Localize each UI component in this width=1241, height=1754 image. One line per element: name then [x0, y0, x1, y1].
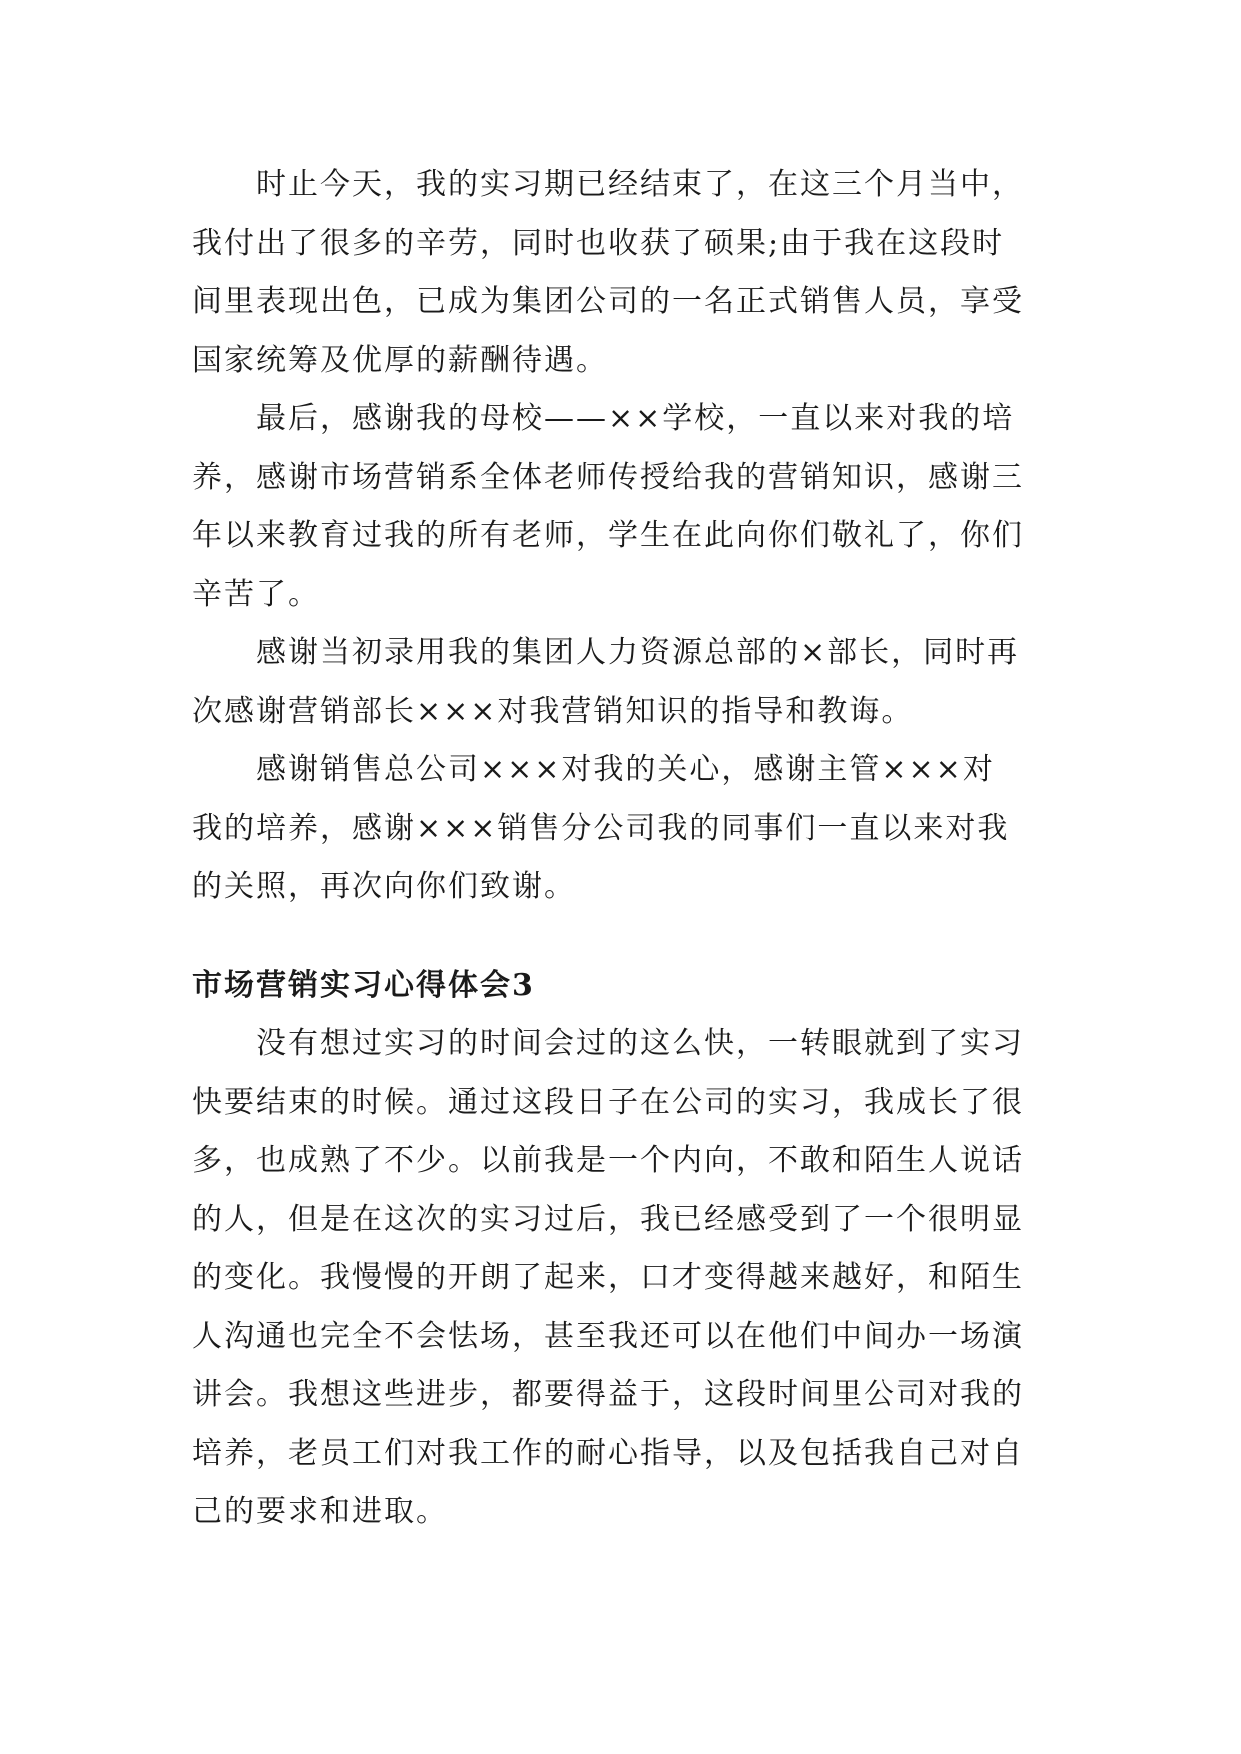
text-line: 没有想过实习的时间会过的这么快，一转眼就到了实习	[256, 1026, 1024, 1061]
section-heading: 市场营销实习心得体会3	[192, 967, 535, 1003]
paragraph-thanks-colleagues	[192, 741, 1060, 917]
text-line: 培养，老员工们对我工作的耐心指导，以及包括我自己对自	[192, 1435, 1024, 1471]
paragraph-thanks-school	[192, 390, 1060, 624]
paragraph-thanks-hr	[192, 624, 1060, 741]
text-line: 的关照，再次向你们致谢。	[192, 869, 576, 904]
text-line: 时止今天，我的实习期已经结束了，在这三个月当中，	[256, 167, 1024, 202]
paragraph-growth	[192, 1015, 1060, 1542]
text-line: 年以来教育过我的所有老师，学生在此向你们敬礼了，你们	[192, 518, 1024, 553]
text-line: 养，感谢市场营销系全体老师传授给我的营销知识，感谢三	[192, 459, 1024, 495]
text-line: 己的要求和进取。	[192, 1494, 448, 1529]
document-body	[192, 156, 1060, 1542]
text-line: 我付出了很多的辛劳，同时也收获了硕果;由于我在这段时	[192, 225, 1005, 261]
text-line: 次感谢营销部长×××对我营销知识的指导和教诲。	[192, 693, 914, 729]
text-line: 的人，但是在这次的实习过后，我已经感受到了一个很明显	[192, 1201, 1024, 1237]
text-line: 多，也成熟了不少。以前我是一个内向，不敢和陌生人说话	[192, 1143, 1024, 1178]
text-line: 感谢销售总公司×××对我的关心，感谢主管×××对	[256, 752, 995, 787]
text-line: 最后，感谢我的母校——××学校，一直以来对我的培	[256, 401, 1015, 436]
text-line: 的变化。我慢慢的开朗了起来，口才变得越来越好，和陌生	[192, 1260, 1024, 1295]
text-line: 国家统筹及优厚的薪酬待遇。	[192, 342, 608, 378]
text-line: 间里表现出色，已成为集团公司的一名正式销售人员，享受	[192, 284, 1024, 319]
text-line: 快要结束的时候。通过这段日子在公司的实习，我成长了很	[192, 1084, 1024, 1120]
text-line: 讲会。我想这些进步，都要得益于，这段时间里公司对我的	[192, 1377, 1024, 1412]
paragraph-internship-end	[192, 156, 1060, 390]
text-line: 我的培养，感谢×××销售分公司我的同事们一直以来对我	[192, 810, 1010, 846]
text-line: 人沟通也完全不会怯场，甚至我还可以在他们中间办一场演	[192, 1318, 1024, 1354]
text-line: 感谢当初录用我的集团人力资源总部的×部长，同时再	[256, 635, 1020, 670]
text-line: 辛苦了。	[192, 576, 320, 612]
